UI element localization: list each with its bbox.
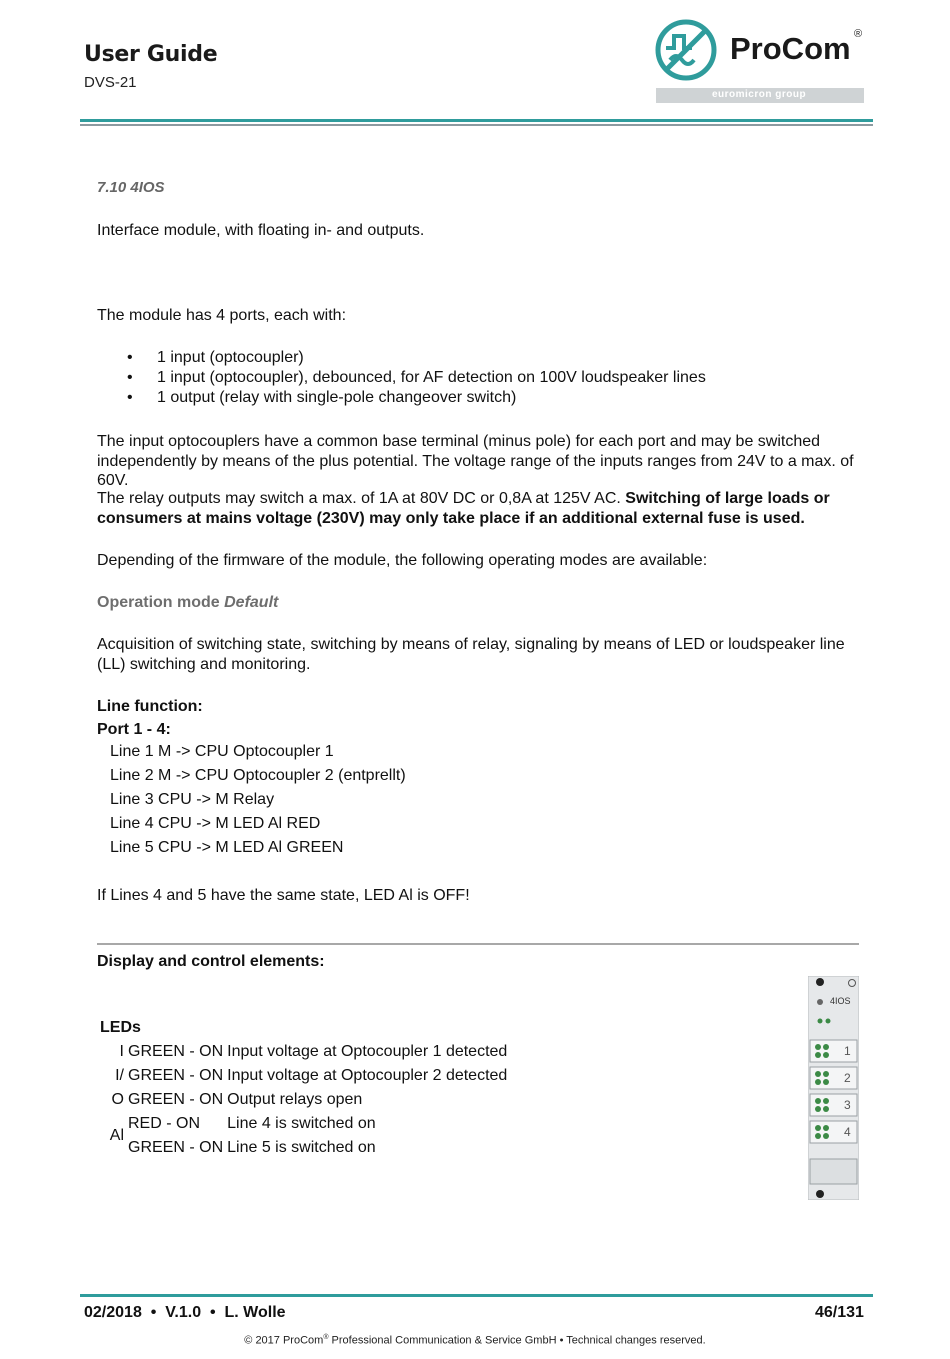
module-front-panel-image [808,976,859,1200]
table-row [100,1088,509,1112]
section-divider [97,943,859,945]
operation-mode-label: Operation mode [97,594,225,611]
document-subtitle: DVS-21 [84,74,137,91]
led-description: Input voltage at Optocoupler 1 detected [227,1043,508,1060]
table-row [100,1136,509,1160]
led-description: Line 4 is switched on [227,1115,376,1132]
ports-intro: The module has 4 ports, each with: [97,307,347,324]
led-state: RED - ON [128,1115,200,1132]
led-table [100,1016,509,1160]
header-rule-teal [80,119,873,122]
display-elements-heading: Display and control elements: [97,953,325,970]
line-function-heading: Line function: [97,698,203,715]
operation-mode-heading [97,593,872,613]
document-title: User Guide [84,42,218,67]
header-rule-grey [80,124,873,126]
line-list [110,740,406,860]
led-id: Al [109,1127,124,1144]
bullet-text: 1 output (relay with single-pole changeover switch) [157,389,517,406]
bullet-dot: • [127,349,133,366]
led-state: GREEN - ON [128,1139,224,1156]
lines-note: If Lines 4 and 5 have the same state, LED Al is OFF! [97,887,470,904]
footer-rule [80,1294,873,1297]
line-item: Line 5 CPU -> M LED Al GREEN [110,839,344,856]
led-id: O [111,1091,124,1108]
led-id: I/ [115,1067,124,1084]
led-table-grid [100,1040,509,1160]
led-description: Output relays open [227,1091,363,1108]
copyright-text: © 2017 ProCom [244,1334,324,1347]
line-item: Line 4 CPU -> M LED Al RED [110,815,321,832]
led-state: GREEN - ON [128,1043,224,1060]
line-item: Line 1 M -> CPU Optocoupler 1 [110,743,334,760]
operation-mode-name: Default [224,594,279,611]
leds-heading: LEDs [100,1019,141,1036]
copyright-registered-mark: ® [323,1334,329,1341]
module-intro: Interface module, with floating in- and outputs. [97,222,425,239]
bullet-list [127,348,706,408]
port-range-label: Port 1 - 4: [97,721,171,738]
module-panel-graphic [808,976,859,1200]
bullet-item [127,368,706,388]
operation-mode-description: Acquisition of switching state, switching by means of relay, signaling by means of LED or loudspeaker line (LL) switching and monitoring. [97,636,845,673]
led-state: GREEN - ON [128,1067,224,1084]
relay-warning: Switching of large loads or consumers at mains voltage (230V) may only take place if an additional external fuse is used. [97,490,830,527]
led-description: Input voltage at Optocoupler 2 detected [227,1067,508,1084]
module-label: 4IOS [830,996,851,1006]
footer-version-info: 02/2018 • V.1.0 • L. Wolle [84,1304,286,1321]
bullet-text: 1 input (optocoupler) [157,349,304,366]
logo-wordmark: ProCom [730,31,851,66]
logo-tagline: euromicron group [711,89,807,100]
procom-logo [654,18,868,106]
led-state: GREEN - ON [128,1091,224,1108]
bullet-dot: • [127,369,133,386]
modes-intro: Depending of the firmware of the module, the following operating modes are available: [97,552,708,569]
bullet-text: 1 input (optocoupler), debounced, for AF detection on 100V loudspeaker lines [157,369,706,386]
module-port-number: 4 [844,1125,851,1139]
relay-description-text: The relay outputs may switch a max. of 1A at 80V DC or 0,8A at 125V AC. [97,490,626,507]
input-description: The input optocouplers have a common base terminal (minus pole) for each port and may be switched independently by means of the plus potential. The voltage range of the inputs ranges from 24V to a max. of 60V. [97,433,854,489]
relay-description [97,489,872,528]
module-port-number: 2 [844,1071,851,1085]
copyright-text-rest: Professional Communication & Service GmbH • Technical changes reserved. [328,1334,706,1347]
table-row [100,1064,509,1088]
module-port-number: 3 [844,1098,851,1112]
led-description: Line 5 is switched on [227,1139,376,1156]
copyright-notice [0,1334,950,1347]
bullet-item [127,348,706,368]
bullet-dot: • [127,389,133,406]
page-number: 46/131 [815,1304,864,1321]
bullet-item [127,388,706,408]
module-port-number: 1 [844,1044,851,1058]
section-heading: 7.10 4IOS [97,179,165,196]
led-id: I [119,1043,124,1060]
table-row [100,1040,509,1064]
table-row [100,1112,509,1136]
line-item: Line 3 CPU -> M Relay [110,791,275,808]
logo-registered-mark: ® [854,28,863,40]
line-item: Line 2 M -> CPU Optocoupler 2 (entprellt) [110,767,406,784]
